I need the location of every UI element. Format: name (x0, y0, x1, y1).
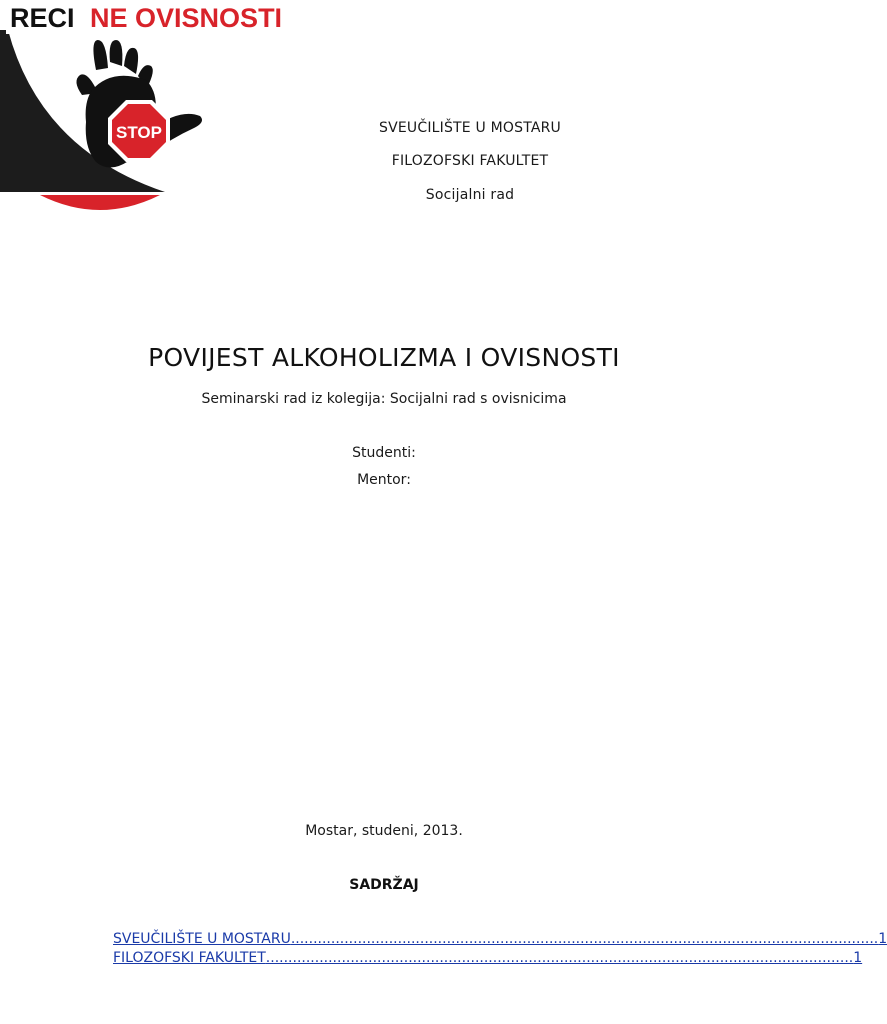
toc-entry-faculty[interactable] (113, 950, 863, 969)
stop-sign-text: STOP (116, 123, 162, 142)
toc-entry-page: 1 (853, 950, 863, 966)
students-label: Studenti: (352, 445, 416, 461)
logo-text-ne-ovisnosti: NE OVISNOSTI (90, 3, 283, 33)
logo-text-reci: RECI (10, 3, 75, 33)
logo (0, 0, 283, 215)
svg-text:RECI NE OVISNOSTI (10, 3, 282, 33)
toc-leader-dots: .................................................................................................................................... (290, 931, 879, 947)
table-of-contents (113, 931, 887, 969)
toc-entry-label: SVEUČILIŠTE U MOSTARU (113, 931, 291, 947)
place-date: Mostar, studeni, 2013. (305, 823, 463, 839)
toc-entry-university[interactable] (113, 931, 887, 950)
document-title: POVIJEST ALKOHOLIZMA I OVISNOSTI (148, 343, 620, 372)
toc-entry-label: FILOZOFSKI FAKULTET (113, 950, 266, 966)
toc-leader-dots: .................................................................................................................................... (265, 950, 854, 966)
toc-entry-page: 1 (878, 931, 887, 947)
toc-heading: SADRŽAJ (349, 877, 419, 893)
document-subtitle: Seminarski rad iz kolegija: Socijalni rad s ovisnicima (201, 391, 567, 407)
faculty-name: FILOZOFSKI FAKULTET (391, 153, 549, 169)
department-name: Socijalni rad (425, 187, 515, 203)
mentor-label: Mentor: (357, 472, 411, 488)
university-name: SVEUČILIŠTE U MOSTARU (378, 120, 562, 136)
